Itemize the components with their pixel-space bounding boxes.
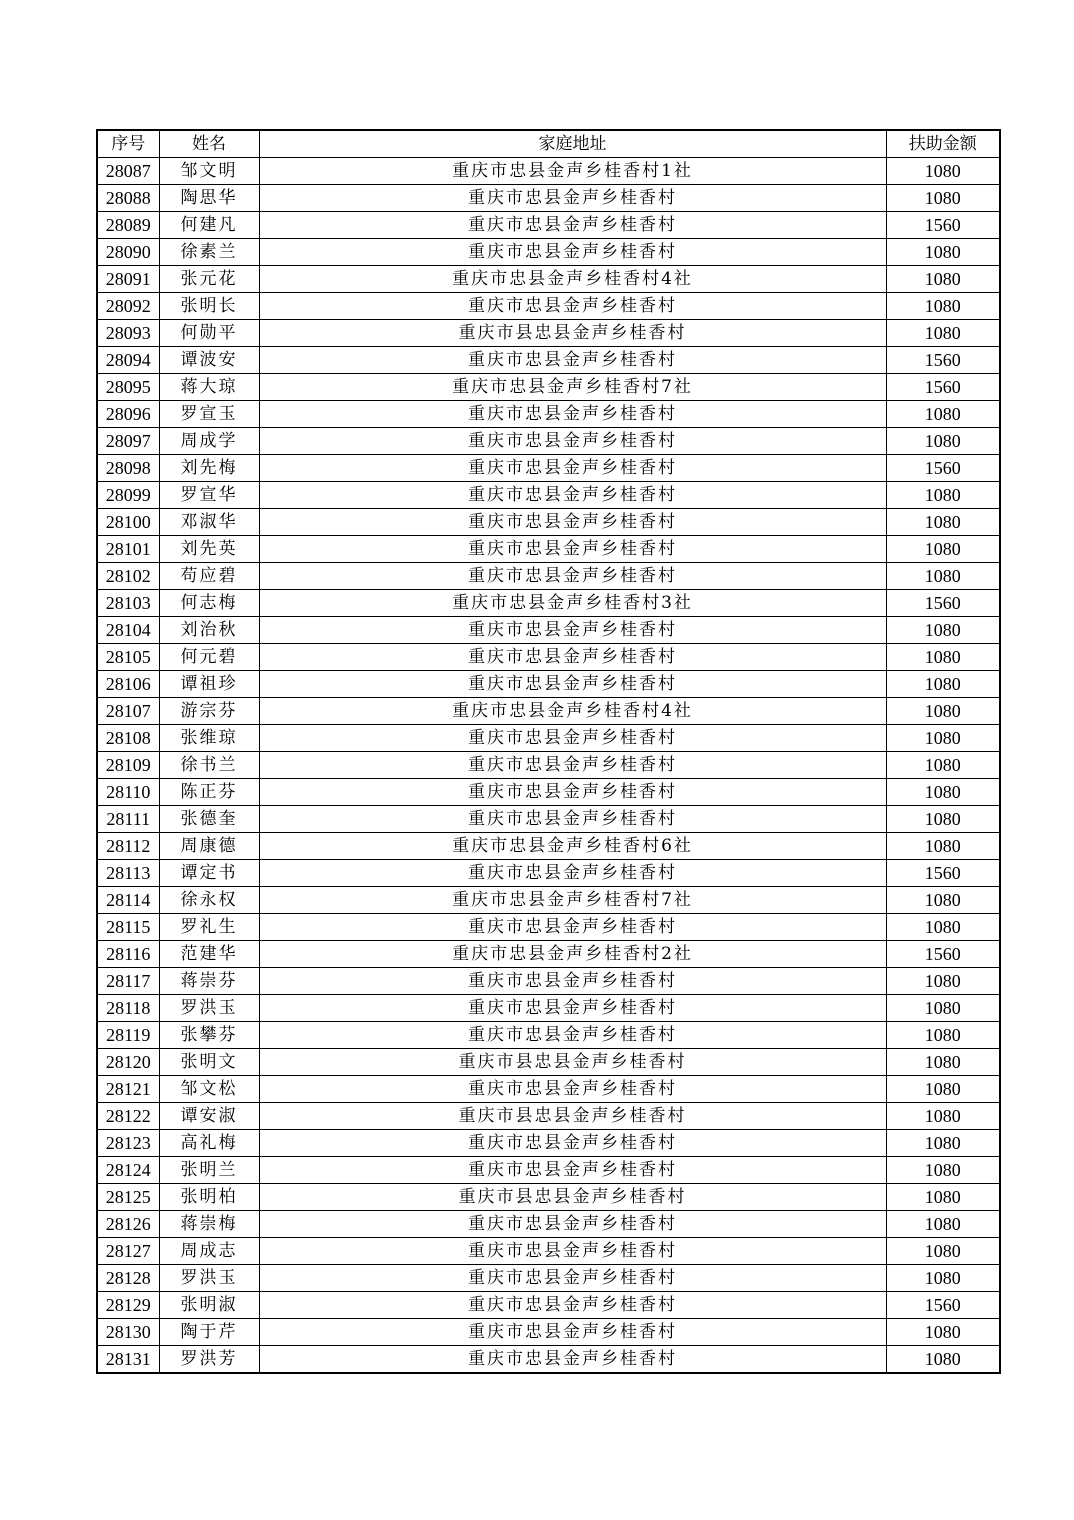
table-row <box>97 725 1000 752</box>
cell-address: 重庆市忠县金声乡桂香村 <box>259 1022 886 1049</box>
cell-address: 重庆市忠县金声乡桂香村 <box>259 428 886 455</box>
table-row <box>97 1265 1000 1292</box>
cell-seq: 28123 <box>97 1130 159 1157</box>
cell-amount: 1080 <box>886 914 1000 941</box>
cell-amount: 1080 <box>886 725 1000 752</box>
cell-name: 刘治秋 <box>159 617 259 644</box>
cell-seq: 28113 <box>97 860 159 887</box>
table-row <box>97 995 1000 1022</box>
cell-seq: 28126 <box>97 1211 159 1238</box>
table-row <box>97 158 1000 185</box>
cell-address: 重庆市县忠县金声乡桂香村 <box>259 320 886 347</box>
table-row <box>97 563 1000 590</box>
cell-address: 重庆市忠县金声乡桂香村 <box>259 509 886 536</box>
cell-address: 重庆市忠县金声乡桂香村 <box>259 671 886 698</box>
table-row <box>97 1076 1000 1103</box>
cell-amount: 1080 <box>886 1346 1000 1374</box>
cell-name: 谭安淑 <box>159 1103 259 1130</box>
cell-seq: 28110 <box>97 779 159 806</box>
cell-address: 重庆市忠县金声乡桂香村 <box>259 239 886 266</box>
cell-amount: 1080 <box>886 536 1000 563</box>
cell-name: 张攀芬 <box>159 1022 259 1049</box>
cell-address: 重庆市忠县金声乡桂香村 <box>259 725 886 752</box>
cell-amount: 1080 <box>886 1319 1000 1346</box>
cell-amount: 1080 <box>886 563 1000 590</box>
cell-address: 重庆市忠县金声乡桂香村 <box>259 293 886 320</box>
cell-amount: 1080 <box>886 617 1000 644</box>
table-row <box>97 347 1000 374</box>
table-row <box>97 590 1000 617</box>
cell-name: 蒋大琼 <box>159 374 259 401</box>
cell-amount: 1560 <box>886 374 1000 401</box>
table-row <box>97 1238 1000 1265</box>
cell-seq: 28087 <box>97 158 159 185</box>
cell-amount: 1080 <box>886 401 1000 428</box>
cell-amount: 1560 <box>886 347 1000 374</box>
table-row <box>97 1022 1000 1049</box>
cell-name: 徐书兰 <box>159 752 259 779</box>
cell-seq: 28122 <box>97 1103 159 1130</box>
cell-seq: 28091 <box>97 266 159 293</box>
cell-amount: 1080 <box>886 887 1000 914</box>
cell-seq: 28099 <box>97 482 159 509</box>
cell-address: 重庆市忠县金声乡桂香村 <box>259 401 886 428</box>
table-row <box>97 428 1000 455</box>
cell-seq: 28102 <box>97 563 159 590</box>
cell-seq: 28117 <box>97 968 159 995</box>
cell-seq: 28119 <box>97 1022 159 1049</box>
cell-address: 重庆市忠县金声乡桂香村 <box>259 347 886 374</box>
cell-name: 张明兰 <box>159 1157 259 1184</box>
cell-address: 重庆市忠县金声乡桂香村 <box>259 644 886 671</box>
cell-seq: 28092 <box>97 293 159 320</box>
cell-amount: 1080 <box>886 806 1000 833</box>
table-row <box>97 482 1000 509</box>
cell-address: 重庆市忠县金声乡桂香村 <box>259 482 886 509</box>
cell-name: 何勋平 <box>159 320 259 347</box>
cell-name: 周成志 <box>159 1238 259 1265</box>
cell-name: 谭定书 <box>159 860 259 887</box>
cell-seq: 28104 <box>97 617 159 644</box>
cell-amount: 1080 <box>886 428 1000 455</box>
table-row <box>97 320 1000 347</box>
cell-name: 徐永权 <box>159 887 259 914</box>
cell-name: 罗礼生 <box>159 914 259 941</box>
table-row <box>97 293 1000 320</box>
cell-seq: 28128 <box>97 1265 159 1292</box>
cell-amount: 1080 <box>886 320 1000 347</box>
cell-amount: 1080 <box>886 293 1000 320</box>
cell-name: 苟应碧 <box>159 563 259 590</box>
cell-seq: 28129 <box>97 1292 159 1319</box>
cell-seq: 28120 <box>97 1049 159 1076</box>
cell-address: 重庆市忠县金声乡桂香村7社 <box>259 887 886 914</box>
table-row <box>97 887 1000 914</box>
cell-seq: 28106 <box>97 671 159 698</box>
cell-amount: 1080 <box>886 158 1000 185</box>
cell-address: 重庆市忠县金声乡桂香村 <box>259 1238 886 1265</box>
table-row <box>97 671 1000 698</box>
cell-seq: 28093 <box>97 320 159 347</box>
cell-amount: 1080 <box>886 752 1000 779</box>
cell-name: 张明长 <box>159 293 259 320</box>
cell-address: 重庆市忠县金声乡桂香村1社 <box>259 158 886 185</box>
cell-name: 张明柏 <box>159 1184 259 1211</box>
cell-seq: 28114 <box>97 887 159 914</box>
cell-name: 刘先梅 <box>159 455 259 482</box>
table-row <box>97 1184 1000 1211</box>
document-sheet <box>96 129 999 1374</box>
cell-amount: 1080 <box>886 1022 1000 1049</box>
cell-address: 重庆市忠县金声乡桂香村 <box>259 617 886 644</box>
table-row <box>97 698 1000 725</box>
table-row <box>97 779 1000 806</box>
table-row <box>97 1130 1000 1157</box>
cell-seq: 28111 <box>97 806 159 833</box>
table-row <box>97 1346 1000 1374</box>
cell-amount: 1080 <box>886 509 1000 536</box>
cell-address: 重庆市忠县金声乡桂香村 <box>259 1292 886 1319</box>
cell-seq: 28124 <box>97 1157 159 1184</box>
table-row <box>97 239 1000 266</box>
cell-seq: 28100 <box>97 509 159 536</box>
table-row <box>97 1049 1000 1076</box>
beneficiary-table <box>96 129 1001 1374</box>
cell-seq: 28090 <box>97 239 159 266</box>
cell-seq: 28101 <box>97 536 159 563</box>
cell-name: 张德奎 <box>159 806 259 833</box>
cell-address: 重庆市忠县金声乡桂香村 <box>259 1346 886 1374</box>
cell-address: 重庆市忠县金声乡桂香村 <box>259 455 886 482</box>
cell-name: 张维琼 <box>159 725 259 752</box>
table-row <box>97 1211 1000 1238</box>
cell-seq: 28112 <box>97 833 159 860</box>
table-row <box>97 212 1000 239</box>
cell-seq: 28125 <box>97 1184 159 1211</box>
cell-amount: 1080 <box>886 1076 1000 1103</box>
table-row <box>97 266 1000 293</box>
cell-name: 蒋崇芬 <box>159 968 259 995</box>
table-row <box>97 536 1000 563</box>
table-row <box>97 617 1000 644</box>
table-row <box>97 1157 1000 1184</box>
header-name: 姓名 <box>159 130 259 158</box>
cell-address: 重庆市忠县金声乡桂香村3社 <box>259 590 886 617</box>
cell-name: 罗洪玉 <box>159 1265 259 1292</box>
table-header-row <box>97 130 1000 158</box>
cell-address: 重庆市忠县金声乡桂香村4社 <box>259 698 886 725</box>
cell-address: 重庆市忠县金声乡桂香村 <box>259 968 886 995</box>
cell-name: 周康德 <box>159 833 259 860</box>
cell-address: 重庆市忠县金声乡桂香村 <box>259 536 886 563</box>
cell-name: 谭波安 <box>159 347 259 374</box>
table-row <box>97 833 1000 860</box>
cell-seq: 28108 <box>97 725 159 752</box>
cell-amount: 1080 <box>886 779 1000 806</box>
cell-seq: 28095 <box>97 374 159 401</box>
cell-name: 陶于芹 <box>159 1319 259 1346</box>
cell-name: 何建凡 <box>159 212 259 239</box>
cell-amount: 1080 <box>886 1211 1000 1238</box>
table-row <box>97 185 1000 212</box>
cell-amount: 1080 <box>886 1238 1000 1265</box>
table-row <box>97 509 1000 536</box>
cell-seq: 28121 <box>97 1076 159 1103</box>
cell-amount: 1080 <box>886 239 1000 266</box>
cell-address: 重庆市忠县金声乡桂香村 <box>259 779 886 806</box>
cell-seq: 28118 <box>97 995 159 1022</box>
cell-name: 邹文明 <box>159 158 259 185</box>
cell-seq: 28116 <box>97 941 159 968</box>
cell-seq: 28107 <box>97 698 159 725</box>
cell-name: 陶思华 <box>159 185 259 212</box>
cell-name: 何元碧 <box>159 644 259 671</box>
cell-amount: 1080 <box>886 1157 1000 1184</box>
cell-name: 邹文松 <box>159 1076 259 1103</box>
cell-amount: 1080 <box>886 968 1000 995</box>
header-address: 家庭地址 <box>259 130 886 158</box>
table-row <box>97 941 1000 968</box>
cell-seq: 28115 <box>97 914 159 941</box>
cell-amount: 1080 <box>886 1184 1000 1211</box>
cell-name: 张明淑 <box>159 1292 259 1319</box>
table-row <box>97 401 1000 428</box>
cell-amount: 1080 <box>886 185 1000 212</box>
cell-address: 重庆市忠县金声乡桂香村 <box>259 914 886 941</box>
cell-amount: 1080 <box>886 833 1000 860</box>
cell-seq: 28109 <box>97 752 159 779</box>
cell-address: 重庆市忠县金声乡桂香村4社 <box>259 266 886 293</box>
cell-amount: 1080 <box>886 671 1000 698</box>
cell-name: 蒋崇梅 <box>159 1211 259 1238</box>
cell-amount: 1560 <box>886 860 1000 887</box>
cell-name: 谭祖珍 <box>159 671 259 698</box>
cell-seq: 28127 <box>97 1238 159 1265</box>
table-row <box>97 1103 1000 1130</box>
cell-name: 徐素兰 <box>159 239 259 266</box>
cell-address: 重庆市忠县金声乡桂香村2社 <box>259 941 886 968</box>
cell-amount: 1080 <box>886 1049 1000 1076</box>
cell-name: 罗洪芳 <box>159 1346 259 1374</box>
cell-address: 重庆市县忠县金声乡桂香村 <box>259 1103 886 1130</box>
cell-amount: 1560 <box>886 212 1000 239</box>
cell-amount: 1080 <box>886 1265 1000 1292</box>
cell-amount: 1560 <box>886 1292 1000 1319</box>
table-row <box>97 860 1000 887</box>
cell-address: 重庆市忠县金声乡桂香村 <box>259 1130 886 1157</box>
cell-address: 重庆市忠县金声乡桂香村 <box>259 185 886 212</box>
cell-address: 重庆市忠县金声乡桂香村 <box>259 1076 886 1103</box>
cell-name: 张明文 <box>159 1049 259 1076</box>
table-row <box>97 968 1000 995</box>
cell-seq: 28094 <box>97 347 159 374</box>
cell-name: 罗宣玉 <box>159 401 259 428</box>
table-body <box>97 158 1000 1374</box>
cell-address: 重庆市忠县金声乡桂香村 <box>259 1265 886 1292</box>
cell-name: 范建华 <box>159 941 259 968</box>
header-seq: 序号 <box>97 130 159 158</box>
cell-address: 重庆市县忠县金声乡桂香村 <box>259 1184 886 1211</box>
cell-seq: 28130 <box>97 1319 159 1346</box>
cell-name: 高礼梅 <box>159 1130 259 1157</box>
cell-address: 重庆市忠县金声乡桂香村 <box>259 752 886 779</box>
cell-address: 重庆市忠县金声乡桂香村7社 <box>259 374 886 401</box>
cell-name: 刘先英 <box>159 536 259 563</box>
cell-seq: 28105 <box>97 644 159 671</box>
cell-address: 重庆市忠县金声乡桂香村 <box>259 212 886 239</box>
cell-amount: 1080 <box>886 698 1000 725</box>
cell-address: 重庆市忠县金声乡桂香村6社 <box>259 833 886 860</box>
cell-address: 重庆市忠县金声乡桂香村 <box>259 995 886 1022</box>
header-amount: 扶助金额 <box>886 130 1000 158</box>
cell-address: 重庆市忠县金声乡桂香村 <box>259 1157 886 1184</box>
cell-seq: 28103 <box>97 590 159 617</box>
cell-name: 邓淑华 <box>159 509 259 536</box>
table-row <box>97 374 1000 401</box>
cell-amount: 1560 <box>886 590 1000 617</box>
cell-address: 重庆市县忠县金声乡桂香村 <box>259 1049 886 1076</box>
cell-name: 罗洪玉 <box>159 995 259 1022</box>
cell-address: 重庆市忠县金声乡桂香村 <box>259 860 886 887</box>
cell-amount: 1080 <box>886 266 1000 293</box>
cell-amount: 1080 <box>886 995 1000 1022</box>
cell-address: 重庆市忠县金声乡桂香村 <box>259 806 886 833</box>
table-row <box>97 806 1000 833</box>
cell-amount: 1080 <box>886 482 1000 509</box>
cell-name: 何志梅 <box>159 590 259 617</box>
cell-seq: 28089 <box>97 212 159 239</box>
cell-name: 游宗芬 <box>159 698 259 725</box>
table-row <box>97 1292 1000 1319</box>
cell-seq: 28098 <box>97 455 159 482</box>
cell-amount: 1560 <box>886 455 1000 482</box>
cell-amount: 1080 <box>886 644 1000 671</box>
cell-seq: 28088 <box>97 185 159 212</box>
cell-name: 周成学 <box>159 428 259 455</box>
cell-name: 罗宣华 <box>159 482 259 509</box>
cell-amount: 1080 <box>886 1130 1000 1157</box>
table-row <box>97 644 1000 671</box>
cell-address: 重庆市忠县金声乡桂香村 <box>259 1211 886 1238</box>
table-row <box>97 1319 1000 1346</box>
cell-seq: 28131 <box>97 1346 159 1374</box>
cell-name: 陈正芬 <box>159 779 259 806</box>
table-row <box>97 455 1000 482</box>
cell-seq: 28097 <box>97 428 159 455</box>
cell-amount: 1560 <box>886 941 1000 968</box>
cell-address: 重庆市忠县金声乡桂香村 <box>259 563 886 590</box>
cell-address: 重庆市忠县金声乡桂香村 <box>259 1319 886 1346</box>
table-row <box>97 914 1000 941</box>
cell-name: 张元花 <box>159 266 259 293</box>
cell-amount: 1080 <box>886 1103 1000 1130</box>
table-row <box>97 752 1000 779</box>
cell-seq: 28096 <box>97 401 159 428</box>
